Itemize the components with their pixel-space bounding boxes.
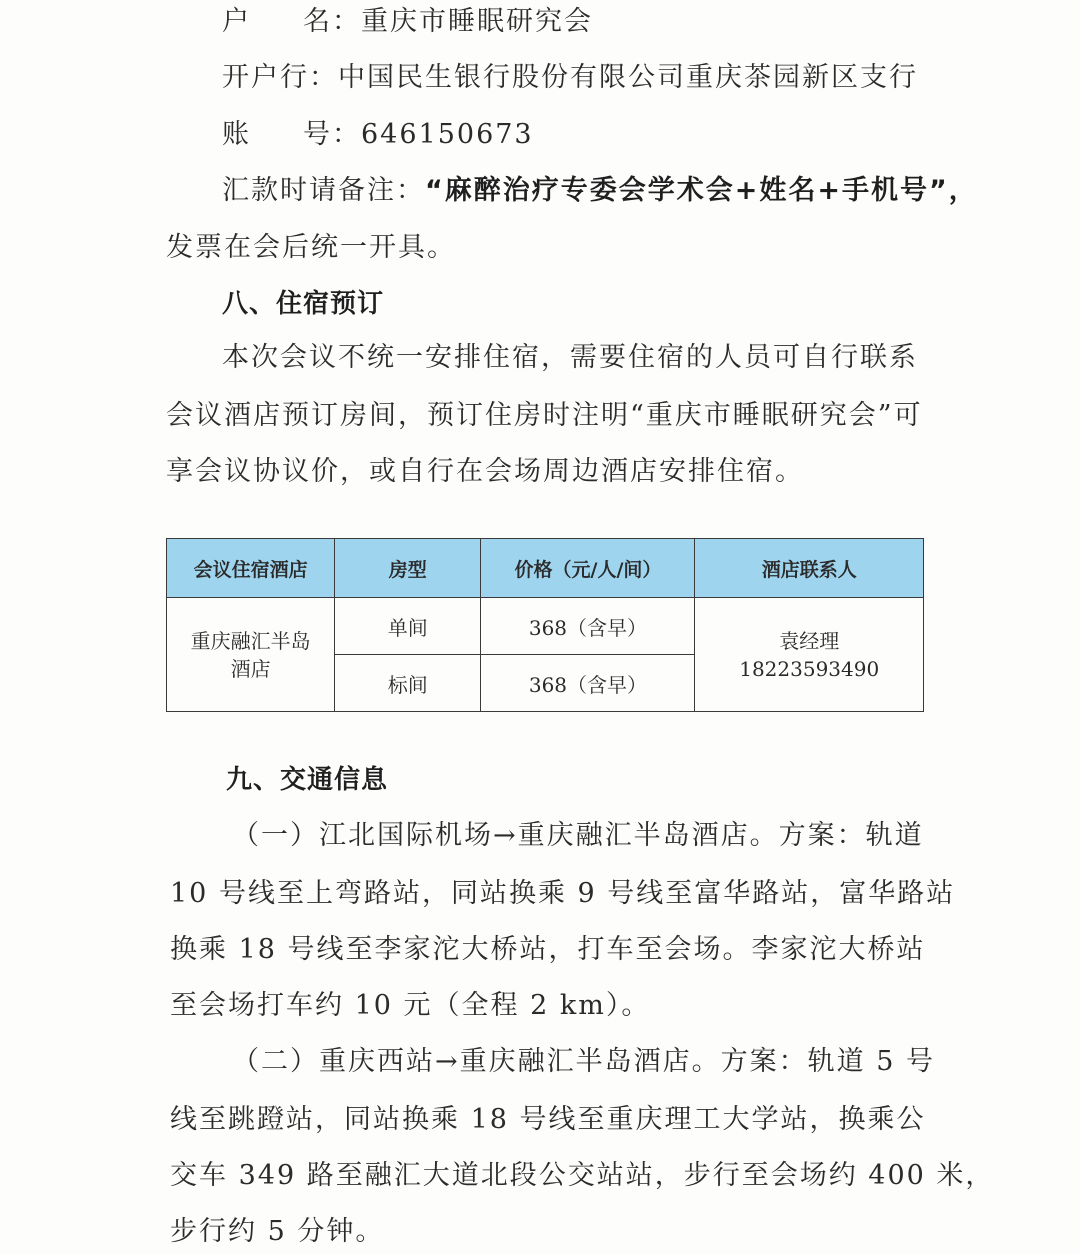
account-number-line <box>222 117 534 153</box>
price-cell: 368（含早） <box>481 598 695 655</box>
hotel-name <box>167 627 334 683</box>
bank-line <box>222 60 918 96</box>
room-type-cell: 单间 <box>335 598 481 655</box>
contact-phone: 18223593490 <box>739 656 880 681</box>
invoice-note-text: 发票在会后统一开具。 <box>166 232 456 263</box>
invoice-note <box>166 230 456 266</box>
account-name-label: 户 <box>222 6 251 37</box>
account-number-label-2: 号： <box>303 119 361 150</box>
section-8-paragraph-line: 会议酒店预订房间，预订住房时注明“重庆市睡眠研究会”可 <box>166 400 923 431</box>
account-name-label-2: 名： <box>303 6 361 37</box>
price-cell: 368（含早） <box>481 655 695 712</box>
contact-name: 袁经理 <box>779 628 840 653</box>
remark-prefix: 汇款时请备注： <box>222 175 425 206</box>
account-name: 重庆市睡眠研究会 <box>361 6 593 37</box>
table-header-row <box>167 539 924 598</box>
section-8-paragraph-line: 享会议协议价，或自行在会场周边酒店安排住宿。 <box>166 456 804 487</box>
section-8-heading: 八、住宿预订 <box>222 289 385 319</box>
bank-name: 中国民生银行股份有限公司重庆茶园新区支行 <box>338 62 918 93</box>
hotel-name-line-2: 酒店 <box>230 656 271 681</box>
header-room-type: 房型 <box>335 539 481 598</box>
route-2-line: （二）重庆西站→重庆融汇半岛酒店。方案：轨道 5 号 <box>232 1046 935 1077</box>
account-number: 646150673 <box>361 119 534 150</box>
hotel-name-cell <box>167 598 335 712</box>
route-1-line: 10 号线至上弯路站，同站换乘 9 号线至富华路站，富华路站 <box>170 878 956 909</box>
route-2-line: 步行约 5 分钟。 <box>170 1216 385 1247</box>
header-price: 价格（元/人/间） <box>481 539 695 598</box>
route-1-line: 换乘 18 号线至李家沱大桥站，打车至会场。李家沱大桥站 <box>170 934 926 965</box>
room-type-cell: 标间 <box>335 655 481 712</box>
header-hotel: 会议住宿酒店 <box>167 539 335 598</box>
hotel-table <box>166 538 924 712</box>
route-2-line: 线至跳蹬站，同站换乘 18 号线至重庆理工大学站，换乘公 <box>170 1104 926 1135</box>
hotel-name-line-1: 重庆融汇半岛 <box>190 628 311 653</box>
remittance-remark-line <box>222 173 978 209</box>
section-9-heading: 九、交通信息 <box>226 765 389 795</box>
account-number-label: 账 <box>222 119 251 150</box>
section-8-paragraph-line: 本次会议不统一安排住宿，需要住宿的人员可自行联系 <box>222 342 918 373</box>
route-1-line: 至会场打车约 10 元（全程 2 km）。 <box>170 990 651 1021</box>
bank-label: 开户行： <box>222 62 338 93</box>
account-name-line <box>222 4 593 40</box>
header-contact: 酒店联系人 <box>695 539 924 598</box>
route-1-line: （一）江北国际机场→重庆融汇半岛酒店。方案：轨道 <box>232 820 924 851</box>
route-2-line: 交车 349 路至融汇大道北段公交站站，步行至会场约 400 米， <box>170 1160 995 1191</box>
table-row <box>167 598 924 655</box>
remark-value: “麻醉治疗专委会学术会+姓名+手机号”， <box>425 175 978 206</box>
contact-cell <box>695 598 924 712</box>
